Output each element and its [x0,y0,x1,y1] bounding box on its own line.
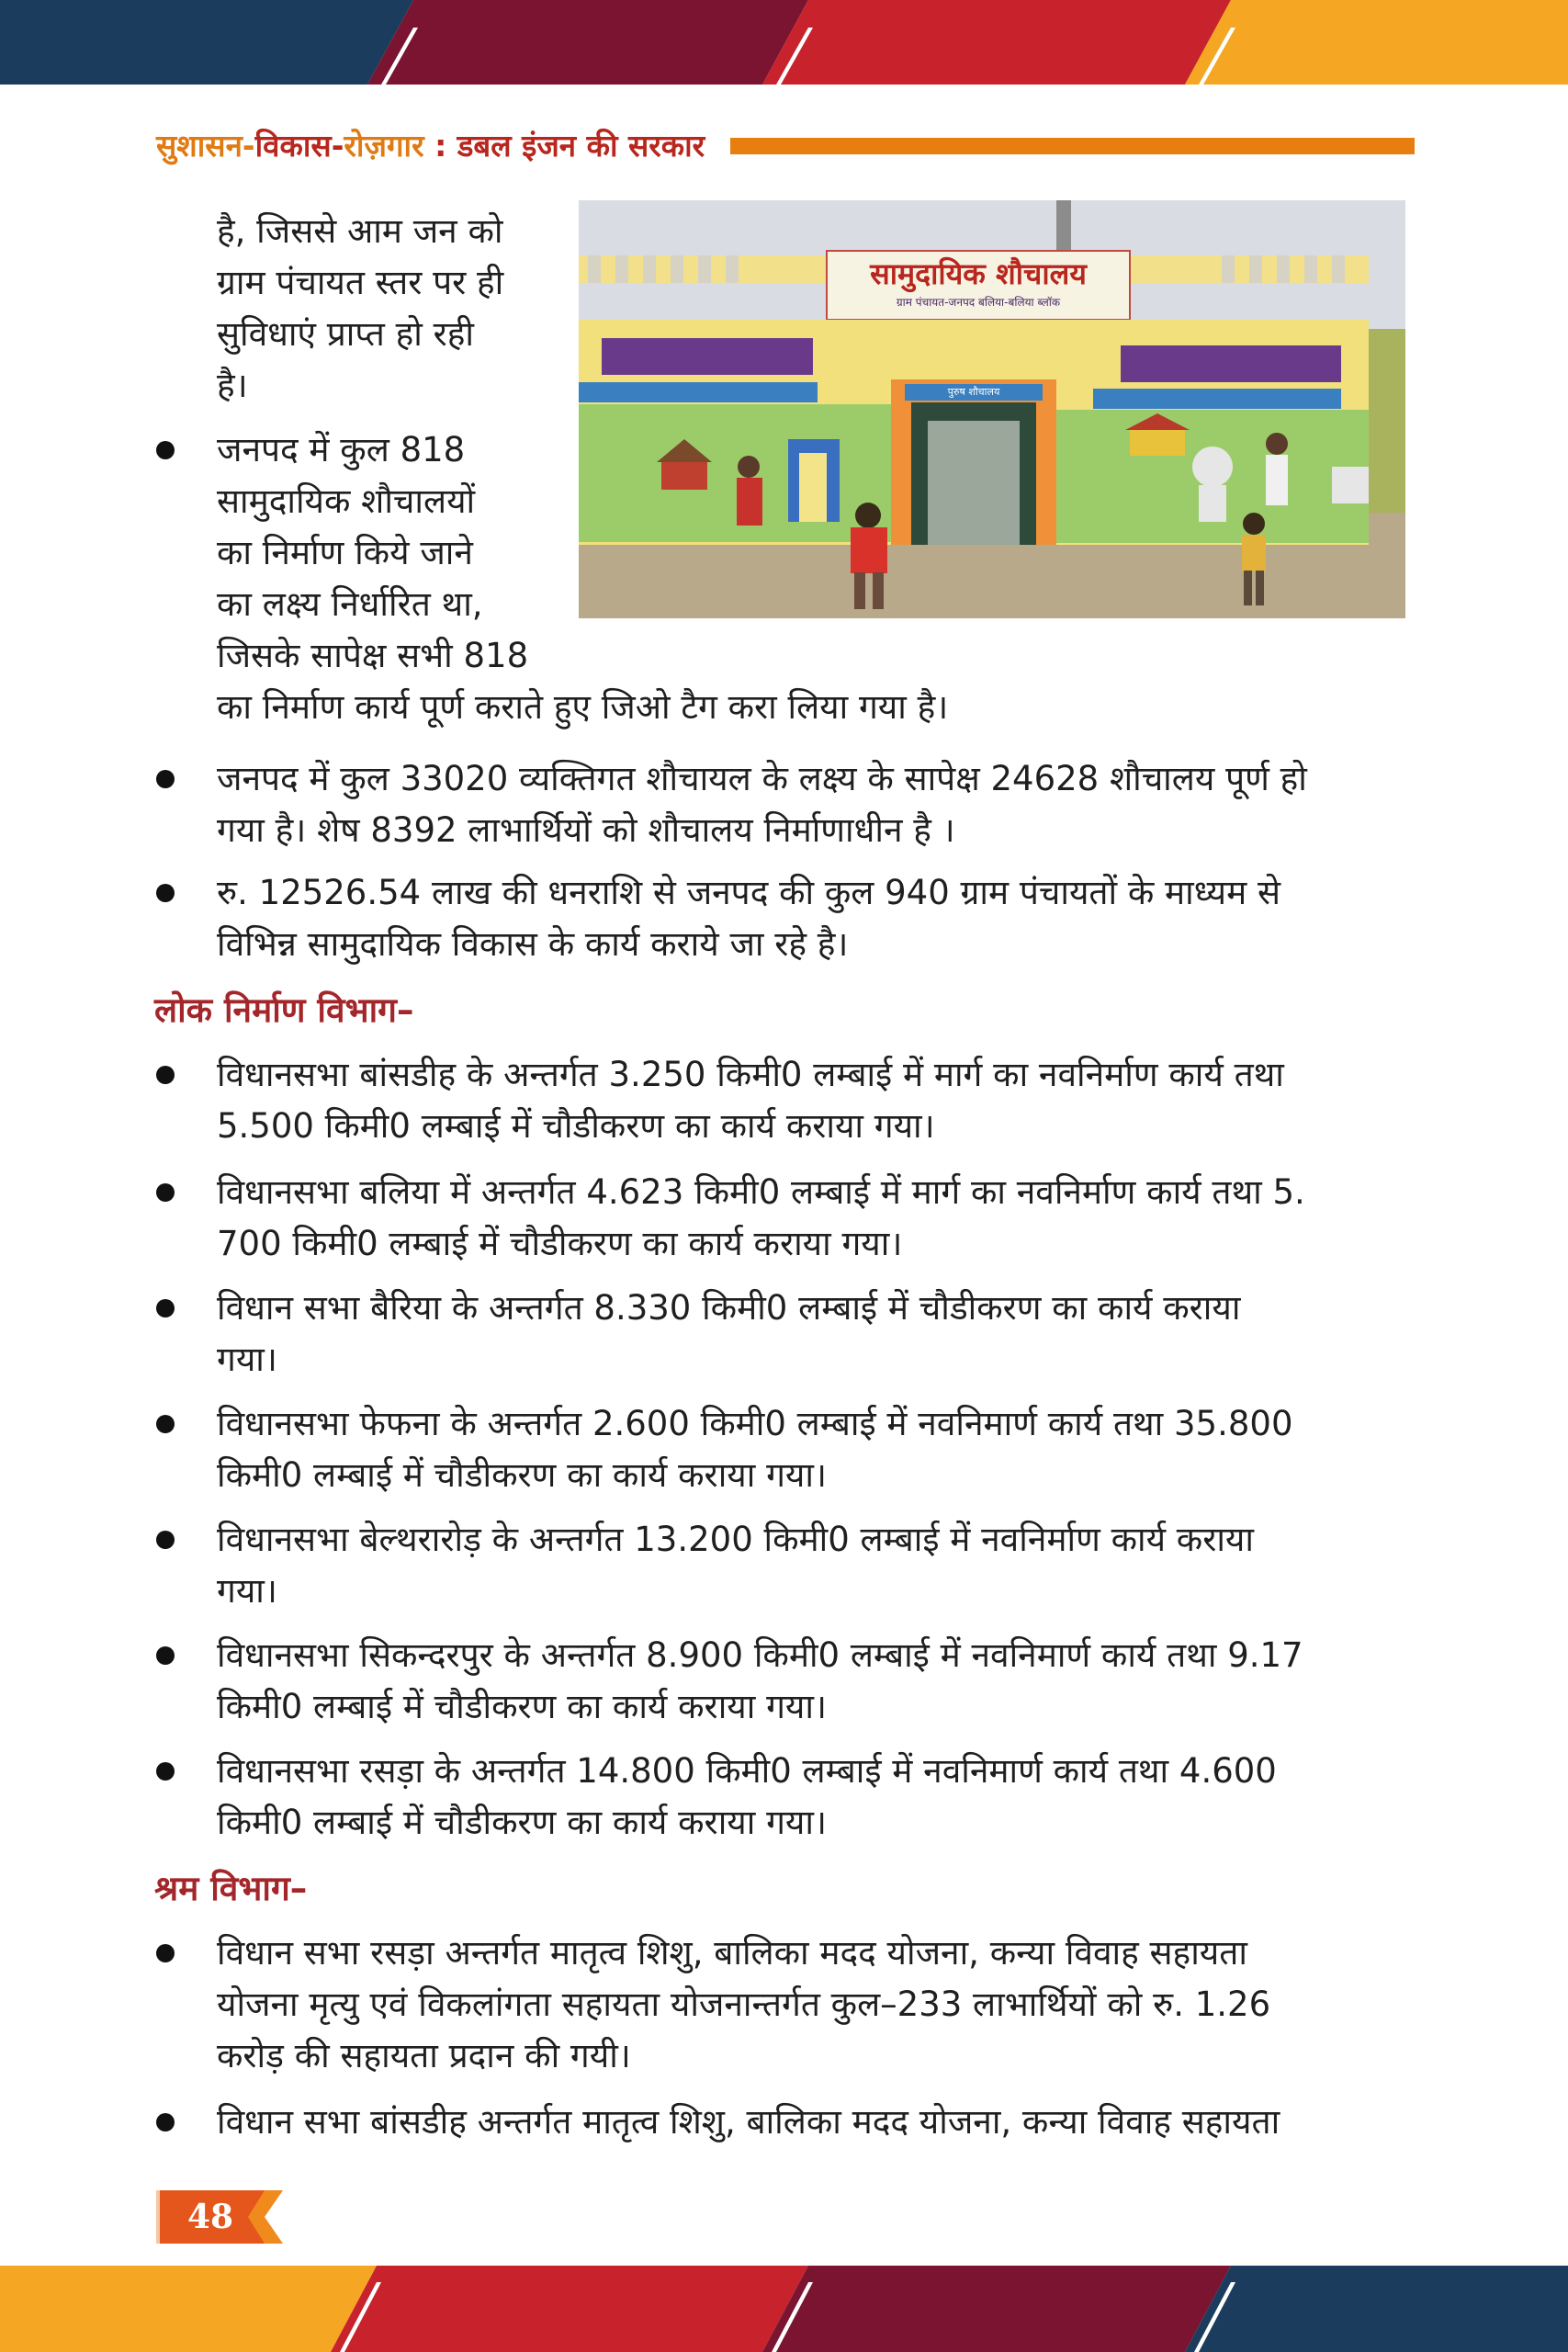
page-header [156,123,1415,169]
pwd-item-line: गया। [217,1340,277,1379]
bullet-dot [156,1415,175,1433]
community-toilet-photo [579,200,1405,618]
pwd-item-line: गया। [217,1571,277,1611]
pwd-item-line: विधानसभा फेफना के अन्तर्गत 2.600 किमी0 लम्बाई में नवनिमार्ण कार्य तथा 35.800 [217,1404,1293,1443]
section-heading-pwd: लोक निर्माण विभाग– [154,990,414,1030]
labour-item-line: करोड़ की सहायता प्रदान की गयी। [217,2036,631,2075]
pwd-item-line: किमी0 लम्बाई में चौडीकरण का कार्य कराया गया। [217,1455,827,1495]
bullet2-line: गया है। शेष 8392 लाभार्थियों को शौचालय निर्माणाधीन है । [217,810,955,850]
bullet-dot [156,1762,175,1781]
bullet-dot [156,1066,175,1084]
labour-item-line: विधान सभा रसड़ा अन्तर्गत मातृत्व शिशु, बालिका मदद योजना, कन्या विवाह सहायता [217,1933,1247,1973]
intro-line: ग्राम पंचायत स्तर पर ही [217,263,504,302]
pwd-item-line: विधान सभा बैरिया के अन्तर्गत 8.330 किमी0 लम्बाई में चौडीकरण का कार्य कराया [217,1288,1241,1328]
header-title [156,123,705,169]
pwd-item-line: विधानसभा बलिया में अन्तर्गत 4.623 किमी0 लम्बाई में मार्ग का नवनिर्माण कार्य तथा 5. [217,1172,1305,1212]
bullet-dot [156,2113,175,2132]
bullet-dot [156,1646,175,1665]
bullet1-line: का लक्ष्य निर्धारित था, [217,584,483,624]
bullet1-line: जनपद में कुल 818 [217,430,466,469]
bullet-dot [156,1183,175,1202]
pwd-item-line: 5.500 किमी0 लम्बाई में चौडीकरण का कार्य कराया गया। [217,1106,935,1146]
pwd-item-line: विधानसभा बेल्थरारोड़ के अन्तर्गत 13.200 किमी0 लम्बाई में नवनिर्माण कार्य कराया [217,1520,1254,1559]
photo-sign-title: सामुदायिक शौचालय [870,256,1087,291]
bullet3-line: विभिन्न सामुदायिक विकास के कार्य कराये जा रहे है। [217,924,849,964]
bullet-dot [156,884,175,902]
bullet-dot [156,441,175,459]
bullet-dot [156,1299,175,1317]
header-title-part4: : डबल इंजन की सरकार [423,128,705,164]
bullet-dot [156,1531,175,1549]
pwd-item-line: विधानसभा रसड़ा के अन्तर्गत 14.800 किमी0 लम्बाई में नवनिमार्ण कार्य तथा 4.600 [217,1751,1277,1791]
bullet-dot [156,770,175,788]
intro-line: सुविधाएं प्राप्त हो रही [217,314,474,354]
bullet1-line: जिसके सापेक्ष सभी 818 [217,636,529,675]
pwd-item-line: किमी0 लम्बाई में चौडीकरण का कार्य कराया गया। [217,1687,827,1726]
labour-item-line: योजना मृत्यु एवं विकलांगता सहायता योजनान्तर्गत कुल–233 लाभार्थियों को रु. 1.26 [217,1984,1271,2024]
top-color-band [0,0,1568,85]
header-title-part2: विकास- [254,128,344,164]
pwd-item-line: विधानसभा बांसडीह के अन्तर्गत 3.250 किमी0 लम्बाई में मार्ग का नवनिर्माण कार्य तथा [217,1055,1284,1094]
labour-item-line: विधान सभा बांसडीह अन्तर्गत मातृत्व शिशु, बालिका मदद योजना, कन्या विवाह सहायता [217,2102,1280,2142]
header-title-part1: सुशासन- [156,128,255,164]
header-title-part3: रोज़गार [344,128,424,164]
intro-line: है, जिससे आम जन को [217,211,503,251]
pwd-item-line: किमी0 लम्बाई में चौडीकरण का कार्य कराया गया। [217,1803,827,1842]
bullet3-line: रु. 12526.54 लाख की धनराशि से जनपद की कुल 940 ग्राम पंचायतों के माध्यम से [217,873,1280,912]
pwd-item-line: विधानसभा सिकन्दरपुर के अन्तर्गत 8.900 किमी0 लम्बाई में नवनिमार्ण कार्य तथा 9.17 [217,1635,1303,1675]
page-number: 48 [186,2198,234,2236]
section-heading-labour: श्रम विभाग– [154,1869,308,1908]
bullet1-line: सामुदायिक शौचालयों [217,481,476,521]
photo-door-label: पुरुष शौचालय [947,386,1000,398]
header-rule [730,138,1415,154]
pwd-item-line: 700 किमी0 लम्बाई में चौडीकरण का कार्य कराया गया। [217,1224,903,1263]
bullet2-line: जनपद में कुल 33020 व्यक्तिगत शौचायल के लक्ष्य के सापेक्ष 24628 शौचालय पूर्ण हो [217,759,1307,798]
photo-sign-subtitle: ग्राम पंचायत-जनपद बलिया-बलिया ब्लॉक [896,296,1061,309]
intro-line: है। [217,366,248,405]
page-number-tab [156,2190,283,2244]
bullet-dot [156,1944,175,1962]
bullet1-line: का निर्माण कार्य पूर्ण कराते हुए जिओ टैग करा लिया गया है। [217,687,949,727]
bottom-color-band [0,2266,1568,2352]
bullet1-line: का निर्माण किये जाने [217,533,473,572]
